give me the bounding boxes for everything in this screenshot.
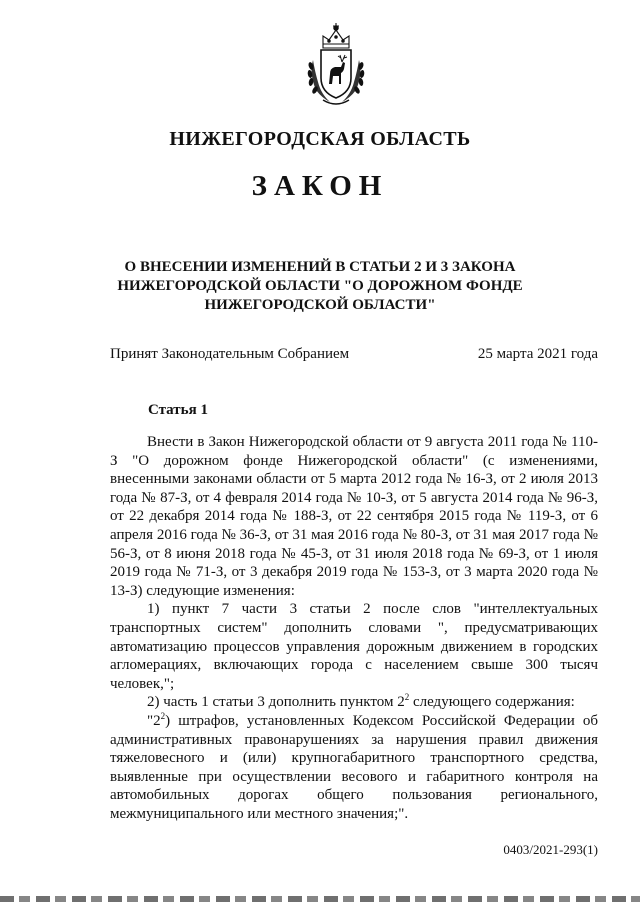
amendment-quote [110, 712, 598, 824]
region-name: НИЖЕГОРОДСКАЯ ОБЛАСТЬ [169, 128, 471, 150]
item2-superscript: 2 [404, 692, 410, 703]
quote-start: "2 [147, 712, 161, 729]
quote-superscript: 2 [160, 710, 166, 721]
title-line: О ВНЕСЕНИИ ИЗМЕНЕНИЙ В СТАТЬИ 2 И 3 ЗАКОНА [124, 259, 516, 275]
amendment-item-1: 1) пункт 7 части 3 статьи 2 после слов "интеллектуальных транспортных систем" дополнить словами ", предусматривающих автоматизацию процессов управления дорожным движением в городских агломерациях, включающих города с населением свыше 300 тысяч человек,"; [110, 601, 598, 692]
document-type: ЗАКОН [251, 170, 389, 202]
amendment-item-2 [110, 693, 598, 712]
document-title [100, 258, 540, 315]
title-line: НИЖЕГОРОДСКОЙ ОБЛАСТИ "О ДОРОЖНОМ ФОНДЕ [117, 278, 523, 294]
item2-text-end: следующего содержания: [409, 694, 575, 711]
coat-of-arms-icon [303, 22, 369, 108]
article-intro-paragraph: Внести в Закон Нижегородской области от 9 августа 2011 года № 110-З "О дорожном фонде Нижегородской области" (с изменениями, внесенными законами области от 5 марта 2012 года № 16-З, от 2 июля 2013 года № 87-З, от 4 февраля 2014 года № 10-З, от 5 августа 2014 года № 96-З, от 22 декабря 2014 года № 188-З, от 22 сентября 2015 года № 119-З, от 6 апреля 2016 года № 36-З, от 31 мая 2016 года № 80-З, от 31 мая 2017 года № 56-З, от 8 июня 2018 года № 45-З, от 31 июля 2018 года № 69-З, от 1 июля 2019 года № 71-З, от 3 декабря 2019 года № 153-З, от 3 марта 2020 года № 13-З) следующие изменения: [110, 434, 598, 599]
article-heading: Статья 1 [148, 402, 208, 418]
document-number: 0403/2021-293(1) [503, 842, 598, 857]
adoption-line [110, 346, 598, 363]
item2-text: 2) часть 1 статьи 3 дополнить пунктом 2 [147, 694, 405, 711]
quote-text: ) штрафов, установленных Кодексом Российской Федерации об административных правонарушениях за нарушения правил движения тяжеловесного и (или) крупногабаритного транспортного средства, выявленные при осуществлении весового и габаритного контроля на автомобильных дорогах общего пользования регионального, межмуниципального или местного значения;". [110, 712, 598, 822]
article-body [110, 433, 598, 823]
adoption-date: 25 марта 2021 года [477, 346, 598, 362]
adoption-label: Принят Законодательным Собранием [110, 346, 350, 362]
title-line: НИЖЕГОРОДСКОЙ ОБЛАСТИ" [204, 297, 436, 313]
scan-edge-artifact [0, 896, 640, 902]
